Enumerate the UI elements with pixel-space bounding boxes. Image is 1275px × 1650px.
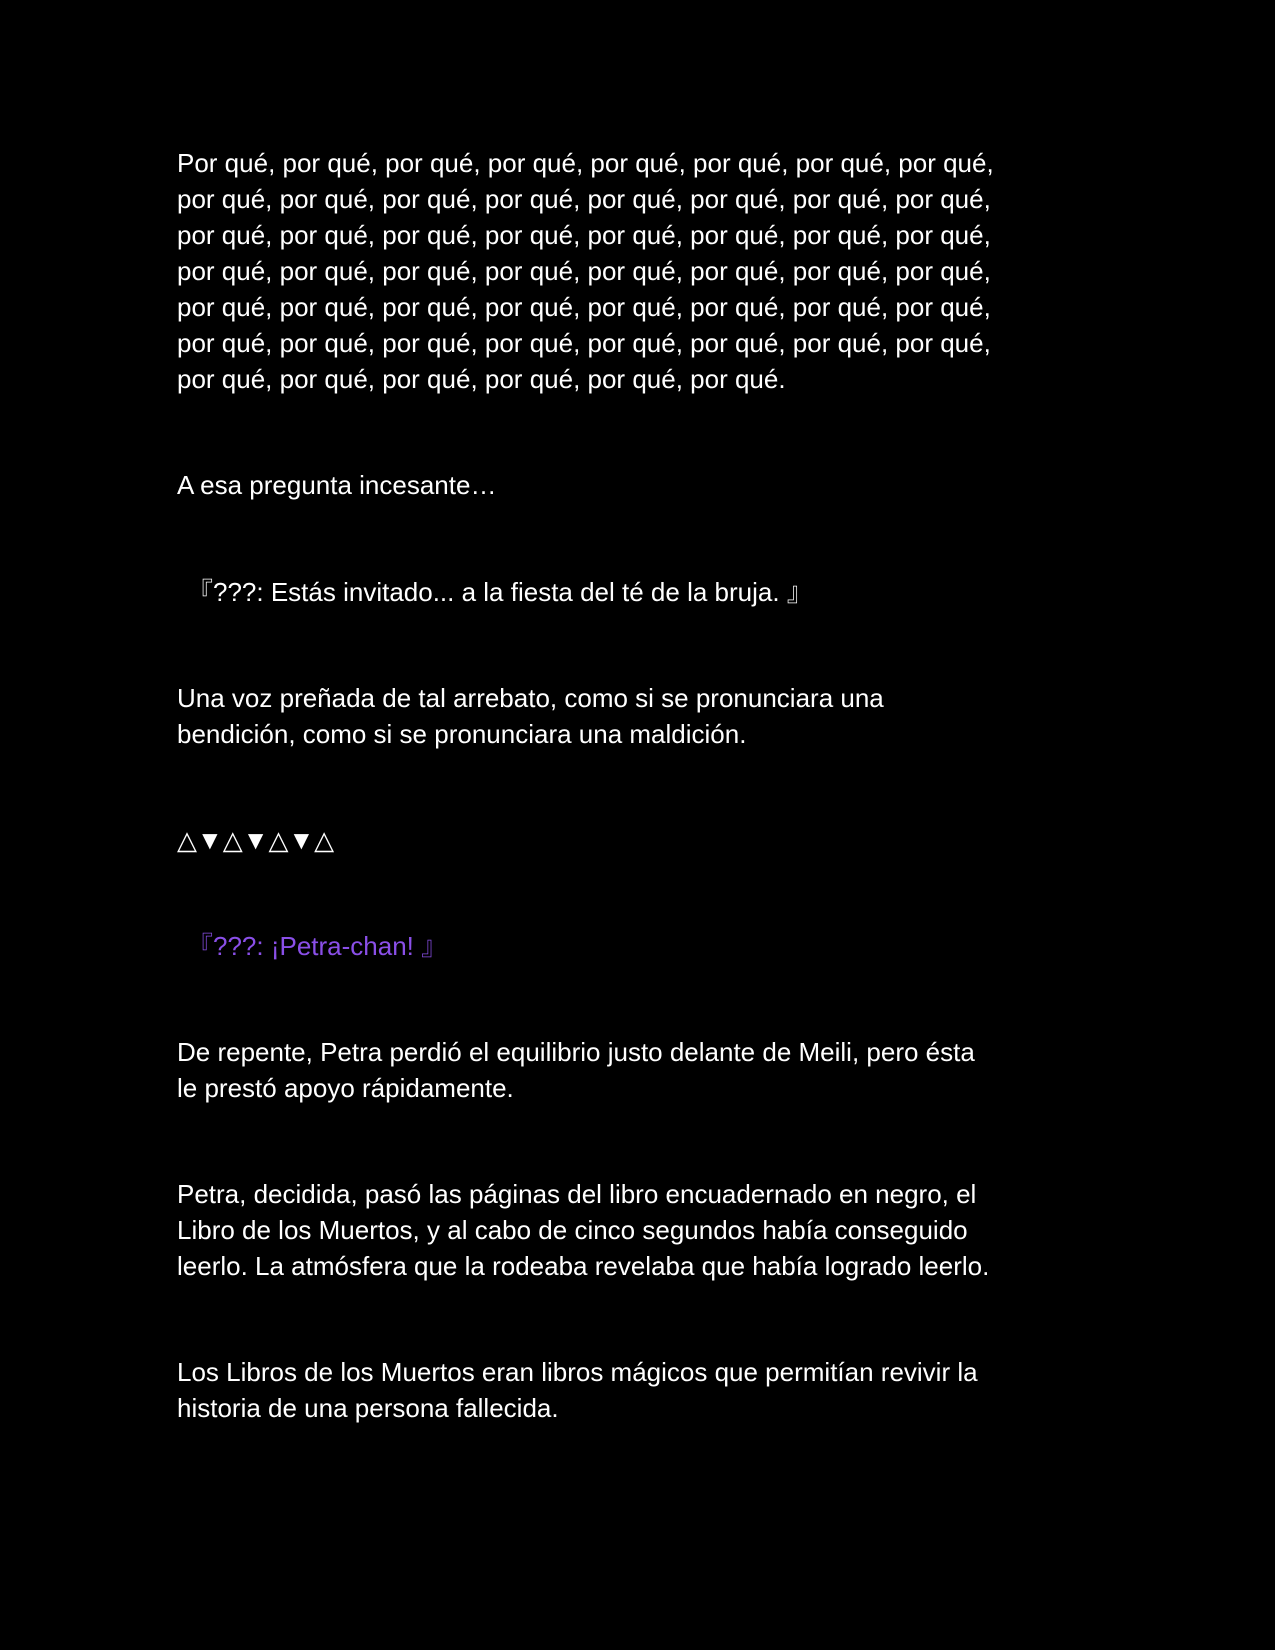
text-line: por qué, por qué, por qué, por qué, por qué, por qué, por qué, por qué, [177, 184, 991, 214]
paragraph-book [177, 1176, 1107, 1284]
text-line: Petra, decidida, pasó las páginas del libro encuadernado en negro, el [177, 1179, 977, 1209]
text-line: por qué, por qué, por qué, por qué, por qué, por qué. [177, 364, 786, 394]
text-line: A esa pregunta incesante… [177, 470, 497, 500]
text-line: por qué, por qué, por qué, por qué, por qué, por qué, por qué, por qué, [177, 328, 991, 358]
text-line: historia de una persona fallecida. [177, 1393, 559, 1423]
text-line: bendición, como si se pronunciara una maldición. [177, 719, 747, 749]
text-line: Los Libros de los Muertos eran libros mágicos que permitían revivir la [177, 1357, 978, 1387]
paragraph-books-of-dead [177, 1354, 1107, 1426]
text-line: leerlo. La atmósfera que la rodeaba revelaba que había logrado leerlo. [177, 1251, 990, 1281]
text-line: por qué, por qué, por qué, por qué, por qué, por qué, por qué, por qué, [177, 292, 991, 322]
text-line: Una voz preñada de tal arrebato, como si se pronunciara una [177, 683, 884, 713]
paragraph-voice [177, 680, 1107, 752]
paragraph-repeated-why [177, 145, 1107, 397]
text-line: por qué, por qué, por qué, por qué, por qué, por qué, por qué, por qué, [177, 220, 991, 250]
dialogue-invitation [177, 574, 1107, 610]
text-line: le prestó apoyo rápidamente. [177, 1073, 514, 1103]
paragraph-fall [177, 1034, 1107, 1106]
text-line: De repente, Petra perdió el equilibrio justo delante de Meili, pero ésta [177, 1037, 975, 1067]
divider-glyphs: △▼△▼△▼△ [177, 825, 335, 855]
text-line: Por qué, por qué, por qué, por qué, por qué, por qué, por qué, por qué, [177, 148, 994, 178]
text-line: por qué, por qué, por qué, por qué, por qué, por qué, por qué, por qué, [177, 256, 991, 286]
document-page [177, 145, 1107, 1426]
text-line: Libro de los Muertos, y al cabo de cinco segundos había conseguido [177, 1215, 968, 1245]
paragraph-question [177, 467, 1107, 503]
text-line: 『???: ¡Petra-chan! 』 [187, 931, 448, 961]
scene-divider [177, 822, 1107, 858]
text-line: 『???: Estás invitado... a la fiesta del té de la bruja. 』 [187, 577, 813, 607]
dialogue-petra-chan [177, 928, 1107, 964]
